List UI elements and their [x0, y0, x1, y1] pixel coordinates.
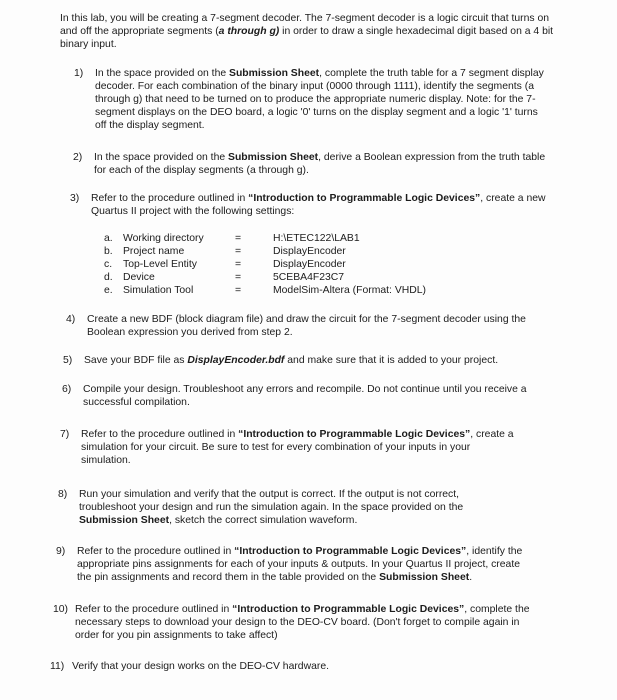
setting-name: Project name [123, 246, 185, 257]
step-bold: “Introduction to Programmable Logic Devices” [232, 604, 465, 615]
step-2 [73, 151, 551, 177]
step-bold: “Introduction to Programmable Logic Devices” [238, 429, 471, 440]
step-number: 10) [53, 604, 69, 615]
step-number: 8) [58, 489, 68, 500]
step-text: In the space provided on the [95, 68, 230, 79]
setting-row [104, 258, 464, 271]
setting-name: Top-Level Entity [123, 259, 197, 270]
step-text: Refer to the procedure outlined in [91, 193, 249, 204]
setting-letter: d. [104, 272, 113, 283]
step-text: Verify that your design works on the DEO-CV hardware. [72, 661, 329, 672]
step-text-end: , complete the necessary steps to download your design to the DEO-CV board. (Don't forget to compile again in order for you pin assignments to take affect) [75, 604, 530, 641]
step-text-end: , complete the truth table for a 7 segment display decoder. For each combination of the binary input (0000 through 1111), identify the segments (a through g) that need to be turned on to produce the appropriate numeric display. Note: for the 7-segment displays on the DEO board, a logic '0' turns on the display segment and a logic '1' turns off the display segment. [95, 68, 544, 131]
intro-paragraph [60, 12, 560, 51]
step-text: Save your BDF file as [84, 355, 188, 366]
setting-value: H:\ETEC122\LAB1 [273, 233, 360, 244]
step-3 [70, 192, 552, 218]
step-bold: “Introduction to Programmable Logic Devices” [248, 193, 481, 204]
setting-value: DisplayEncoder [273, 246, 346, 257]
step-8 [58, 488, 494, 527]
step-text: Refer to the procedure outlined in [81, 429, 239, 440]
step-text: In the space provided on the [94, 152, 229, 163]
step-text: Refer to the procedure outlined in [75, 604, 233, 615]
step-text-end: , sketch the correct simulation waveform. [169, 515, 358, 526]
step-bold: Submission Sheet [229, 68, 320, 79]
step-number: 4) [66, 314, 76, 325]
step-number: 3) [70, 193, 80, 204]
project-settings-list [104, 232, 464, 297]
step-text-end: and make sure that it is added to your project. [284, 355, 499, 366]
step-text-end: . [469, 572, 473, 583]
step-text-mid: , identify the appropriate pins assignments for each of your inputs & outputs. In your Quartus II project, create the pin assignments and record them in the table provided on the [77, 546, 523, 583]
step-text: Compile your design. Troubleshoot any errors and recompile. Do not continue until you receive a successful compilation. [83, 384, 527, 408]
setting-equals: = [235, 233, 242, 244]
intro-text: In this lab, you will be creating a 7-segment decoder. The 7-segment decoder is a logic circuit that turns on and off the appropriate segments ( [60, 13, 550, 37]
step-number: 11) [50, 661, 65, 672]
step-7 [60, 428, 522, 467]
setting-value: 5CEBA4F23C7 [273, 272, 345, 283]
step-text: Create a new BDF (block diagram file) and draw the circuit for the 7-segment decoder using the Boolean expression you derived from step 2. [87, 314, 526, 338]
step-10 [53, 603, 531, 642]
setting-row [104, 232, 464, 245]
intro-text-end: in order to draw a single hexadecimal digit based on a 4 bit binary input. [60, 26, 554, 50]
setting-equals: = [235, 272, 242, 283]
step-number: 1) [74, 68, 84, 79]
step-text-end: , derive a Boolean expression from the truth table for each of the display segments (a through g). [94, 152, 546, 176]
setting-value: DisplayEncoder [273, 259, 346, 270]
step-5 [63, 354, 549, 367]
step-number: 9) [56, 546, 66, 557]
setting-letter: c. [104, 259, 113, 270]
step-text-end: , create a new Quartus II project with the following settings: [91, 193, 546, 217]
intro-emphasis: a through g) [218, 26, 280, 37]
step-bold: Submission Sheet [79, 515, 170, 526]
step-text: Run your simulation and verify that the output is correct. If the output is not correct, troubleshoot your design and run the simulation again. In the space provided on the [79, 489, 464, 513]
step-9 [56, 545, 536, 584]
step-bold: “Introduction to Programmable Logic Devices” [234, 546, 467, 557]
step-6 [62, 383, 548, 409]
setting-equals: = [235, 285, 242, 296]
setting-letter: e. [104, 285, 113, 296]
step-4 [66, 313, 550, 339]
step-11 [50, 660, 530, 673]
step-text-end: , create a simulation for your circuit. Be sure to test for every combination of your inputs in your simulation. [81, 429, 514, 466]
step-number: 7) [60, 429, 70, 440]
setting-name: Working directory [123, 233, 204, 244]
setting-name: Simulation Tool [123, 285, 194, 296]
setting-letter: b. [104, 246, 113, 257]
step-filename: DisplayEncoder.bdf [187, 355, 285, 366]
step-text: Refer to the procedure outlined in [77, 546, 235, 557]
setting-value: ModelSim-Altera (Format: VHDL) [273, 285, 427, 296]
step-number: 5) [63, 355, 73, 366]
setting-equals: = [235, 246, 242, 257]
setting-row [104, 284, 464, 297]
setting-row [104, 271, 464, 284]
setting-letter: a. [104, 233, 113, 244]
setting-equals: = [235, 259, 242, 270]
setting-name: Device [123, 272, 155, 283]
step-number: 2) [73, 152, 83, 163]
step-number: 6) [62, 384, 72, 395]
step-bold: Submission Sheet [228, 152, 319, 163]
step-1 [74, 67, 552, 132]
step-bold-2: Submission Sheet [379, 572, 470, 583]
setting-row [104, 245, 464, 258]
